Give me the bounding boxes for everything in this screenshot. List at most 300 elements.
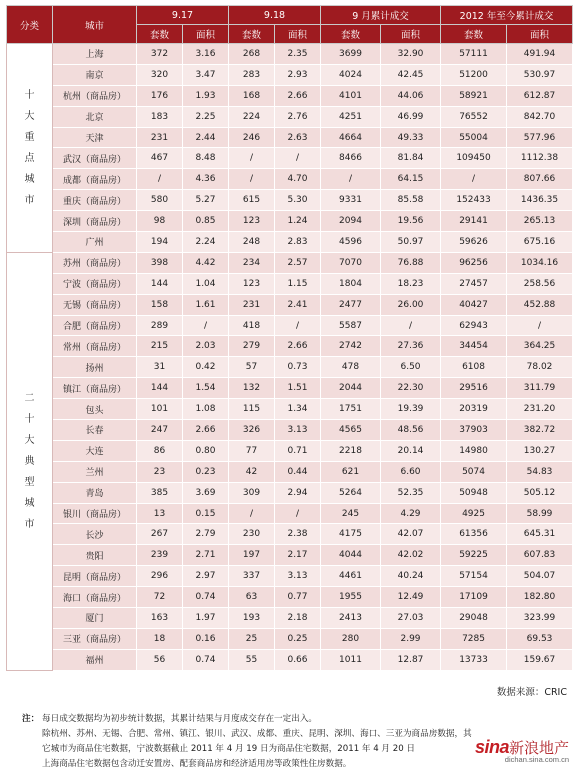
value-cell: 2.97 bbox=[183, 566, 229, 587]
value-cell: / bbox=[507, 315, 573, 336]
value-cell: 81.84 bbox=[381, 148, 441, 169]
value-cell: 4101 bbox=[321, 85, 381, 106]
value-cell: 215 bbox=[137, 336, 183, 357]
header-area: 面积 bbox=[275, 25, 321, 44]
value-cell: 56 bbox=[137, 649, 183, 670]
value-cell: 4925 bbox=[441, 503, 507, 524]
value-cell: 645.31 bbox=[507, 524, 573, 545]
table-row bbox=[7, 273, 573, 294]
value-cell: 32.90 bbox=[381, 44, 441, 65]
value-cell: 612.87 bbox=[507, 85, 573, 106]
table-row bbox=[7, 336, 573, 357]
value-cell: 1955 bbox=[321, 587, 381, 608]
value-cell: 675.16 bbox=[507, 232, 573, 253]
value-cell: 2.63 bbox=[275, 127, 321, 148]
table-row bbox=[7, 545, 573, 566]
value-cell: / bbox=[229, 169, 275, 190]
value-cell: 364.25 bbox=[507, 336, 573, 357]
table-row bbox=[7, 608, 573, 629]
value-cell: 2742 bbox=[321, 336, 381, 357]
value-cell: 59225 bbox=[441, 545, 507, 566]
value-cell: 385 bbox=[137, 482, 183, 503]
value-cell: 132 bbox=[229, 378, 275, 399]
value-cell: 78.02 bbox=[507, 357, 573, 378]
value-cell: 193 bbox=[229, 608, 275, 629]
value-cell: 2218 bbox=[321, 440, 381, 461]
value-cell: 268 bbox=[229, 44, 275, 65]
value-cell: 1.24 bbox=[275, 211, 321, 232]
table-row bbox=[7, 440, 573, 461]
value-cell: 2.25 bbox=[183, 106, 229, 127]
value-cell: / bbox=[275, 503, 321, 524]
value-cell: 2044 bbox=[321, 378, 381, 399]
value-cell: 1804 bbox=[321, 273, 381, 294]
city-cell: 上海 bbox=[53, 44, 137, 65]
value-cell: 63 bbox=[229, 587, 275, 608]
value-cell: 0.66 bbox=[275, 649, 321, 670]
value-cell: 452.88 bbox=[507, 294, 573, 315]
value-cell: 59626 bbox=[441, 232, 507, 253]
value-cell: 2.38 bbox=[275, 524, 321, 545]
value-cell: 20.14 bbox=[381, 440, 441, 461]
value-cell: 40.24 bbox=[381, 566, 441, 587]
value-cell: 4461 bbox=[321, 566, 381, 587]
value-cell: 34454 bbox=[441, 336, 507, 357]
value-cell: 2477 bbox=[321, 294, 381, 315]
table-row bbox=[7, 232, 573, 253]
value-cell: 2413 bbox=[321, 608, 381, 629]
value-cell: 1.08 bbox=[183, 399, 229, 420]
value-cell: 1112.38 bbox=[507, 148, 573, 169]
table-row bbox=[7, 64, 573, 85]
value-cell: 279 bbox=[229, 336, 275, 357]
city-cell: 长春 bbox=[53, 420, 137, 441]
value-cell: 4024 bbox=[321, 64, 381, 85]
value-cell: 4251 bbox=[321, 106, 381, 127]
value-cell: / bbox=[137, 169, 183, 190]
value-cell: 3.13 bbox=[275, 566, 321, 587]
value-cell: 309 bbox=[229, 482, 275, 503]
value-cell: 18 bbox=[137, 628, 183, 649]
city-cell: 广州 bbox=[53, 232, 137, 253]
value-cell: 2.93 bbox=[275, 64, 321, 85]
value-cell: 42.45 bbox=[381, 64, 441, 85]
table-wrapper bbox=[6, 5, 572, 671]
value-cell: 29048 bbox=[441, 608, 507, 629]
city-cell: 昆明（商品房） bbox=[53, 566, 137, 587]
value-cell: 1751 bbox=[321, 399, 381, 420]
value-cell: 2.17 bbox=[275, 545, 321, 566]
watermark-url: dichan.sina.com.cn bbox=[504, 755, 569, 764]
table-row bbox=[7, 211, 573, 232]
value-cell: 6.50 bbox=[381, 357, 441, 378]
value-cell: 1.97 bbox=[183, 608, 229, 629]
table-row bbox=[7, 169, 573, 190]
sales-table bbox=[6, 5, 573, 671]
value-cell: / bbox=[183, 315, 229, 336]
value-cell: 3699 bbox=[321, 44, 381, 65]
value-cell: 20319 bbox=[441, 399, 507, 420]
value-cell: 49.33 bbox=[381, 127, 441, 148]
city-cell: 合肥（商品房） bbox=[53, 315, 137, 336]
value-cell: / bbox=[381, 315, 441, 336]
city-cell: 北京 bbox=[53, 106, 137, 127]
value-cell: 98 bbox=[137, 211, 183, 232]
value-cell: 3.16 bbox=[183, 44, 229, 65]
value-cell: 57 bbox=[229, 357, 275, 378]
value-cell: 398 bbox=[137, 252, 183, 273]
header-area: 面积 bbox=[381, 25, 441, 44]
value-cell: 580 bbox=[137, 190, 183, 211]
table-row bbox=[7, 85, 573, 106]
value-cell: 115 bbox=[229, 399, 275, 420]
value-cell: 58921 bbox=[441, 85, 507, 106]
value-cell: 12.49 bbox=[381, 587, 441, 608]
value-cell: 2.94 bbox=[275, 482, 321, 503]
value-cell: / bbox=[229, 148, 275, 169]
value-cell: 50948 bbox=[441, 482, 507, 503]
value-cell: 158 bbox=[137, 294, 183, 315]
value-cell: 42.07 bbox=[381, 524, 441, 545]
value-cell: 2.76 bbox=[275, 106, 321, 127]
value-cell: 19.56 bbox=[381, 211, 441, 232]
city-cell: 长沙 bbox=[53, 524, 137, 545]
value-cell: 44.06 bbox=[381, 85, 441, 106]
table-row bbox=[7, 148, 573, 169]
city-cell: 成都（商品房） bbox=[53, 169, 137, 190]
value-cell: 2.41 bbox=[275, 294, 321, 315]
value-cell: 258.56 bbox=[507, 273, 573, 294]
value-cell: 577.96 bbox=[507, 127, 573, 148]
header-city: 城市 bbox=[53, 6, 137, 44]
value-cell: 4.29 bbox=[381, 503, 441, 524]
value-cell: 40427 bbox=[441, 294, 507, 315]
value-cell: 25 bbox=[229, 628, 275, 649]
value-cell: 27.36 bbox=[381, 336, 441, 357]
value-cell: 5.30 bbox=[275, 190, 321, 211]
value-cell: 37903 bbox=[441, 420, 507, 441]
city-cell: 三亚（商品房） bbox=[53, 628, 137, 649]
value-cell: 372 bbox=[137, 44, 183, 65]
table-row bbox=[7, 461, 573, 482]
note-line: 每日成交数据均为初步统计数据，其累计结果与月度成交存在一定出入。 bbox=[42, 714, 318, 724]
note-line: 上海商品住宅数据包含动迁安置房、配套商品房和经济适用房等政策性住房数据。 bbox=[42, 759, 352, 769]
value-cell: 57111 bbox=[441, 44, 507, 65]
value-cell: 4.36 bbox=[183, 169, 229, 190]
city-cell: 包头 bbox=[53, 399, 137, 420]
value-cell: 2.24 bbox=[183, 232, 229, 253]
value-cell: 246 bbox=[229, 127, 275, 148]
value-cell: 4664 bbox=[321, 127, 381, 148]
city-cell: 宁波（商品房） bbox=[53, 273, 137, 294]
value-cell: 27457 bbox=[441, 273, 507, 294]
value-cell: 123 bbox=[229, 273, 275, 294]
value-cell: 62943 bbox=[441, 315, 507, 336]
value-cell: 4565 bbox=[321, 420, 381, 441]
city-cell: 天津 bbox=[53, 127, 137, 148]
header-period-2: 9.18 bbox=[229, 6, 321, 25]
value-cell: 234 bbox=[229, 252, 275, 273]
category-cell bbox=[7, 252, 53, 670]
city-cell: 苏州（商品房） bbox=[53, 252, 137, 273]
value-cell: 46.99 bbox=[381, 106, 441, 127]
value-cell: 168 bbox=[229, 85, 275, 106]
value-cell: 57154 bbox=[441, 566, 507, 587]
value-cell: 807.66 bbox=[507, 169, 573, 190]
header-period-4: 2012 年至今累计成交 bbox=[441, 6, 573, 25]
value-cell: 69.53 bbox=[507, 628, 573, 649]
header-area: 面积 bbox=[507, 25, 573, 44]
value-cell: 0.23 bbox=[183, 461, 229, 482]
table-row bbox=[7, 294, 573, 315]
value-cell: 52.35 bbox=[381, 482, 441, 503]
table-row bbox=[7, 357, 573, 378]
value-cell: 2.66 bbox=[275, 336, 321, 357]
value-cell: 29141 bbox=[441, 211, 507, 232]
value-cell: 2.03 bbox=[183, 336, 229, 357]
value-cell: 55 bbox=[229, 649, 275, 670]
city-cell: 福州 bbox=[53, 649, 137, 670]
table-body bbox=[7, 44, 573, 671]
header-period-3: 9 月累计成交 bbox=[321, 6, 441, 25]
city-cell: 镇江（商品房） bbox=[53, 378, 137, 399]
value-cell: 123 bbox=[229, 211, 275, 232]
table-row bbox=[7, 420, 573, 441]
value-cell: 4.70 bbox=[275, 169, 321, 190]
value-cell: 8.48 bbox=[183, 148, 229, 169]
data-source: 数据来源：CRIC bbox=[496, 687, 567, 698]
value-cell: 2.71 bbox=[183, 545, 229, 566]
value-cell: 159.67 bbox=[507, 649, 573, 670]
table-row bbox=[7, 587, 573, 608]
table-row bbox=[7, 399, 573, 420]
value-cell: 17109 bbox=[441, 587, 507, 608]
value-cell: 22.30 bbox=[381, 378, 441, 399]
value-cell: 239 bbox=[137, 545, 183, 566]
value-cell: 1011 bbox=[321, 649, 381, 670]
value-cell: 267 bbox=[137, 524, 183, 545]
value-cell: 42.02 bbox=[381, 545, 441, 566]
value-cell: 418 bbox=[229, 315, 275, 336]
value-cell: 18.23 bbox=[381, 273, 441, 294]
city-cell: 大连 bbox=[53, 440, 137, 461]
value-cell: 245 bbox=[321, 503, 381, 524]
value-cell: 231 bbox=[229, 294, 275, 315]
value-cell: 2.79 bbox=[183, 524, 229, 545]
value-cell: 320 bbox=[137, 64, 183, 85]
value-cell: 0.71 bbox=[275, 440, 321, 461]
city-cell: 杭州（商品房） bbox=[53, 85, 137, 106]
value-cell: 224 bbox=[229, 106, 275, 127]
value-cell: 144 bbox=[137, 378, 183, 399]
value-cell: 505.12 bbox=[507, 482, 573, 503]
city-cell: 深圳（商品房） bbox=[53, 211, 137, 232]
value-cell: 3.13 bbox=[275, 420, 321, 441]
sina-watermark bbox=[475, 737, 569, 764]
value-cell: 231.20 bbox=[507, 399, 573, 420]
sina-logo-cn: 新浪地产 bbox=[508, 740, 569, 757]
value-cell: 72 bbox=[137, 587, 183, 608]
header-area: 面积 bbox=[183, 25, 229, 44]
header-units: 套数 bbox=[441, 25, 507, 44]
value-cell: 64.15 bbox=[381, 169, 441, 190]
value-cell: 4175 bbox=[321, 524, 381, 545]
value-cell: 58.99 bbox=[507, 503, 573, 524]
note-line: 除杭州、苏州、无锡、合肥、常州、镇江、银川、武汉、成都、重庆、昆明、深圳、海口、三亚为商品房数据，其 bbox=[42, 729, 472, 739]
note-line: 它城市为商品住宅数据，宁波数据截止 2011 年 4 月 19 日为商品住宅数据，2011 年 4 月 20 日 bbox=[42, 744, 416, 754]
value-cell: 197 bbox=[229, 545, 275, 566]
table-row bbox=[7, 524, 573, 545]
value-cell: 7285 bbox=[441, 628, 507, 649]
value-cell: 1034.16 bbox=[507, 252, 573, 273]
value-cell: 2.44 bbox=[183, 127, 229, 148]
value-cell: 163 bbox=[137, 608, 183, 629]
value-cell: 8466 bbox=[321, 148, 381, 169]
city-cell: 海口（商品房） bbox=[53, 587, 137, 608]
city-cell: 重庆（商品房） bbox=[53, 190, 137, 211]
value-cell: 76552 bbox=[441, 106, 507, 127]
value-cell: 280 bbox=[321, 628, 381, 649]
city-cell: 常州（商品房） bbox=[53, 336, 137, 357]
city-cell: 无锡（商品房） bbox=[53, 294, 137, 315]
notes-label: 注： bbox=[22, 714, 40, 724]
value-cell: 54.83 bbox=[507, 461, 573, 482]
value-cell: 1.51 bbox=[275, 378, 321, 399]
table-row bbox=[7, 378, 573, 399]
value-cell: 23 bbox=[137, 461, 183, 482]
value-cell: 26.00 bbox=[381, 294, 441, 315]
value-cell: 4.42 bbox=[183, 252, 229, 273]
value-cell: 283 bbox=[229, 64, 275, 85]
table-row bbox=[7, 44, 573, 65]
value-cell: 1436.35 bbox=[507, 190, 573, 211]
value-cell: 1.34 bbox=[275, 399, 321, 420]
value-cell: 1.61 bbox=[183, 294, 229, 315]
category-cell bbox=[7, 44, 53, 253]
value-cell: 491.94 bbox=[507, 44, 573, 65]
value-cell: 4044 bbox=[321, 545, 381, 566]
value-cell: 55004 bbox=[441, 127, 507, 148]
value-cell: 194 bbox=[137, 232, 183, 253]
value-cell: 1.54 bbox=[183, 378, 229, 399]
value-cell: 621 bbox=[321, 461, 381, 482]
value-cell: 144 bbox=[137, 273, 183, 294]
value-cell: 0.25 bbox=[275, 628, 321, 649]
value-cell: 1.93 bbox=[183, 85, 229, 106]
value-cell: 296 bbox=[137, 566, 183, 587]
value-cell: 0.15 bbox=[183, 503, 229, 524]
category-label: 十大重点城市 bbox=[24, 89, 35, 206]
header-units: 套数 bbox=[321, 25, 381, 44]
table-row bbox=[7, 315, 573, 336]
value-cell: 101 bbox=[137, 399, 183, 420]
value-cell: 76.88 bbox=[381, 252, 441, 273]
value-cell: 5074 bbox=[441, 461, 507, 482]
value-cell: 504.07 bbox=[507, 566, 573, 587]
value-cell: 130.27 bbox=[507, 440, 573, 461]
table-row bbox=[7, 649, 573, 670]
value-cell: 1.15 bbox=[275, 273, 321, 294]
value-cell: 467 bbox=[137, 148, 183, 169]
value-cell: 12.87 bbox=[381, 649, 441, 670]
value-cell: 0.16 bbox=[183, 628, 229, 649]
value-cell: 7070 bbox=[321, 252, 381, 273]
value-cell: 2094 bbox=[321, 211, 381, 232]
value-cell: / bbox=[321, 169, 381, 190]
value-cell: 2.83 bbox=[275, 232, 321, 253]
value-cell: 3.69 bbox=[183, 482, 229, 503]
value-cell: 323.99 bbox=[507, 608, 573, 629]
value-cell: 27.03 bbox=[381, 608, 441, 629]
value-cell: 3.47 bbox=[183, 64, 229, 85]
table-row bbox=[7, 252, 573, 273]
value-cell: 607.83 bbox=[507, 545, 573, 566]
value-cell: 109450 bbox=[441, 148, 507, 169]
value-cell: 6108 bbox=[441, 357, 507, 378]
value-cell: 96256 bbox=[441, 252, 507, 273]
city-cell: 银川（商品房） bbox=[53, 503, 137, 524]
value-cell: 0.74 bbox=[183, 587, 229, 608]
value-cell: 230 bbox=[229, 524, 275, 545]
value-cell: / bbox=[275, 148, 321, 169]
value-cell: 176 bbox=[137, 85, 183, 106]
header-units: 套数 bbox=[137, 25, 183, 44]
table-row bbox=[7, 190, 573, 211]
header-category: 分类 bbox=[7, 6, 53, 44]
value-cell: 615 bbox=[229, 190, 275, 211]
value-cell: 326 bbox=[229, 420, 275, 441]
value-cell: / bbox=[275, 315, 321, 336]
value-cell: 51200 bbox=[441, 64, 507, 85]
value-cell: 5264 bbox=[321, 482, 381, 503]
value-cell: 0.74 bbox=[183, 649, 229, 670]
value-cell: 6.60 bbox=[381, 461, 441, 482]
value-cell: 9331 bbox=[321, 190, 381, 211]
category-label: 二十大典型城市 bbox=[24, 392, 35, 530]
value-cell: 382.72 bbox=[507, 420, 573, 441]
value-cell: 0.77 bbox=[275, 587, 321, 608]
value-cell: 48.56 bbox=[381, 420, 441, 441]
value-cell: 289 bbox=[137, 315, 183, 336]
value-cell: 0.42 bbox=[183, 357, 229, 378]
value-cell: 2.66 bbox=[275, 85, 321, 106]
value-cell: 2.66 bbox=[183, 420, 229, 441]
value-cell: 0.85 bbox=[183, 211, 229, 232]
sina-logo-text: sina bbox=[474, 737, 509, 757]
value-cell: 478 bbox=[321, 357, 381, 378]
value-cell: 19.39 bbox=[381, 399, 441, 420]
table-row bbox=[7, 127, 573, 148]
value-cell: 248 bbox=[229, 232, 275, 253]
city-cell: 贵阳 bbox=[53, 545, 137, 566]
value-cell: 42 bbox=[229, 461, 275, 482]
value-cell: 5587 bbox=[321, 315, 381, 336]
city-cell: 青岛 bbox=[53, 482, 137, 503]
table-row bbox=[7, 106, 573, 127]
value-cell: 13733 bbox=[441, 649, 507, 670]
value-cell: 183 bbox=[137, 106, 183, 127]
header-period-1: 9.17 bbox=[137, 6, 229, 25]
value-cell: 530.97 bbox=[507, 64, 573, 85]
value-cell: 13 bbox=[137, 503, 183, 524]
value-cell: 2.57 bbox=[275, 252, 321, 273]
city-cell: 南京 bbox=[53, 64, 137, 85]
header-units: 套数 bbox=[229, 25, 275, 44]
table-row bbox=[7, 566, 573, 587]
city-cell: 厦门 bbox=[53, 608, 137, 629]
value-cell: 265.13 bbox=[507, 211, 573, 232]
city-cell: 武汉（商品房） bbox=[53, 148, 137, 169]
